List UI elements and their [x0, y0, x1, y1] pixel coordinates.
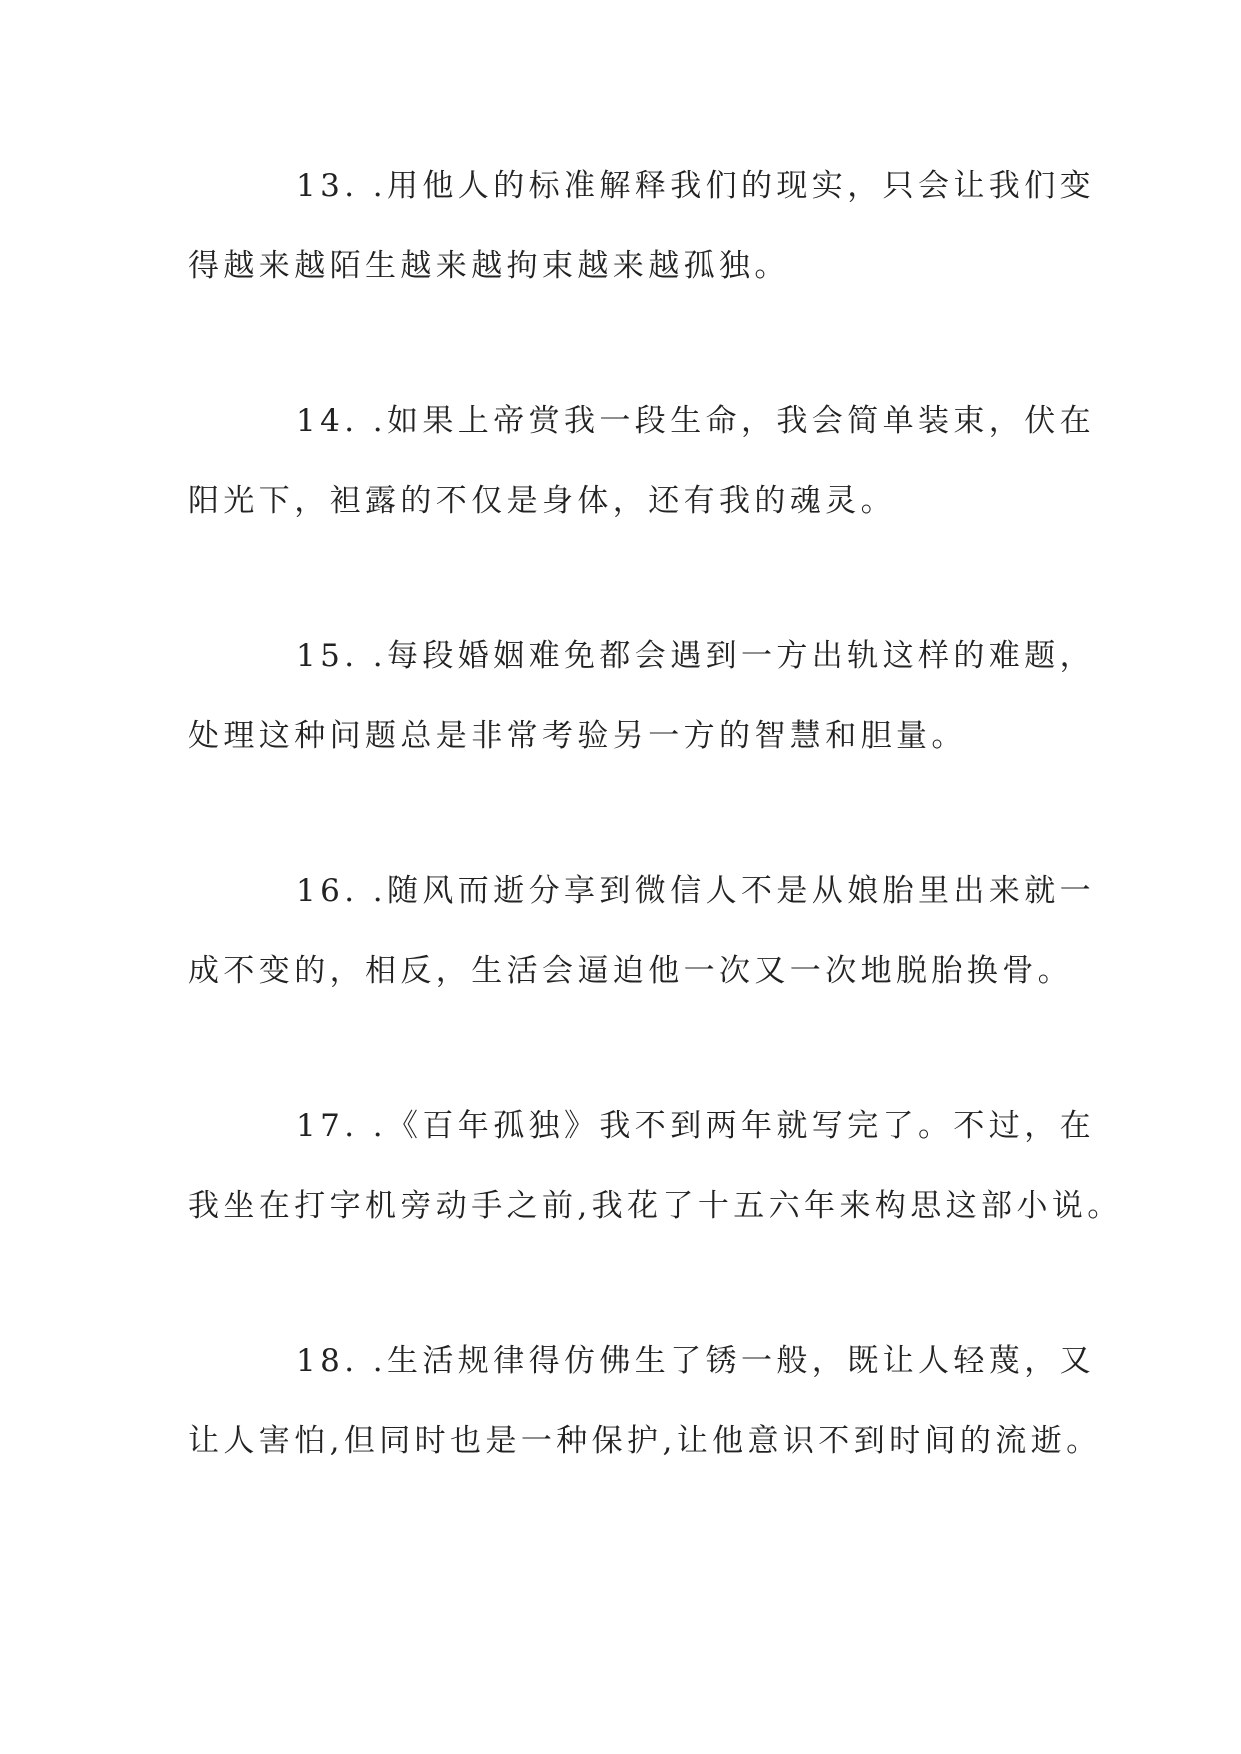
paragraph-line: 我坐在打字机旁动手之前,我花了十五六年来构思这部小说。 [188, 1188, 1123, 1224]
quote-paragraph-18 [188, 1321, 1102, 1481]
paragraph-line: 16. .随风而逝分享到微信人不是从娘胎里出来就一 [296, 873, 1096, 909]
paragraph-line: 18. .生活规律得仿佛生了锈一般，既让人轻蔑，又 [296, 1343, 1096, 1379]
paragraph-line: 14. .如果上帝赏我一段生命，我会简单装束，伏在 [296, 403, 1096, 439]
quote-paragraph-16 [188, 851, 1096, 1011]
quote-paragraph-14 [188, 381, 1096, 541]
quote-paragraph-17 [188, 1086, 1123, 1246]
paragraph-line: 15. .每段婚姻难免都会遇到一方出轨这样的难题， [296, 638, 1096, 674]
paragraph-line: 13. .用他人的标准解释我们的现实，只会让我们变 [296, 168, 1096, 204]
quote-paragraph-13 [188, 146, 1096, 306]
paragraph-line: 让人害怕,但同时也是一种保护,让他意识不到时间的流逝。 [188, 1423, 1102, 1459]
paragraph-line: 17. .《百年孤独》我不到两年就写完了。不过，在 [296, 1108, 1096, 1144]
paragraph-line: 阳光下，袒露的不仅是身体，还有我的魂灵。 [188, 483, 896, 519]
paragraph-line: 成不变的，相反，生活会逼迫他一次又一次地脱胎换骨。 [188, 953, 1073, 989]
quote-paragraph-15 [188, 616, 1096, 776]
paragraph-line: 得越来越陌生越来越拘束越来越孤独。 [188, 248, 790, 284]
paragraph-line: 处理这种问题总是非常考验另一方的智慧和胆量。 [188, 718, 967, 754]
